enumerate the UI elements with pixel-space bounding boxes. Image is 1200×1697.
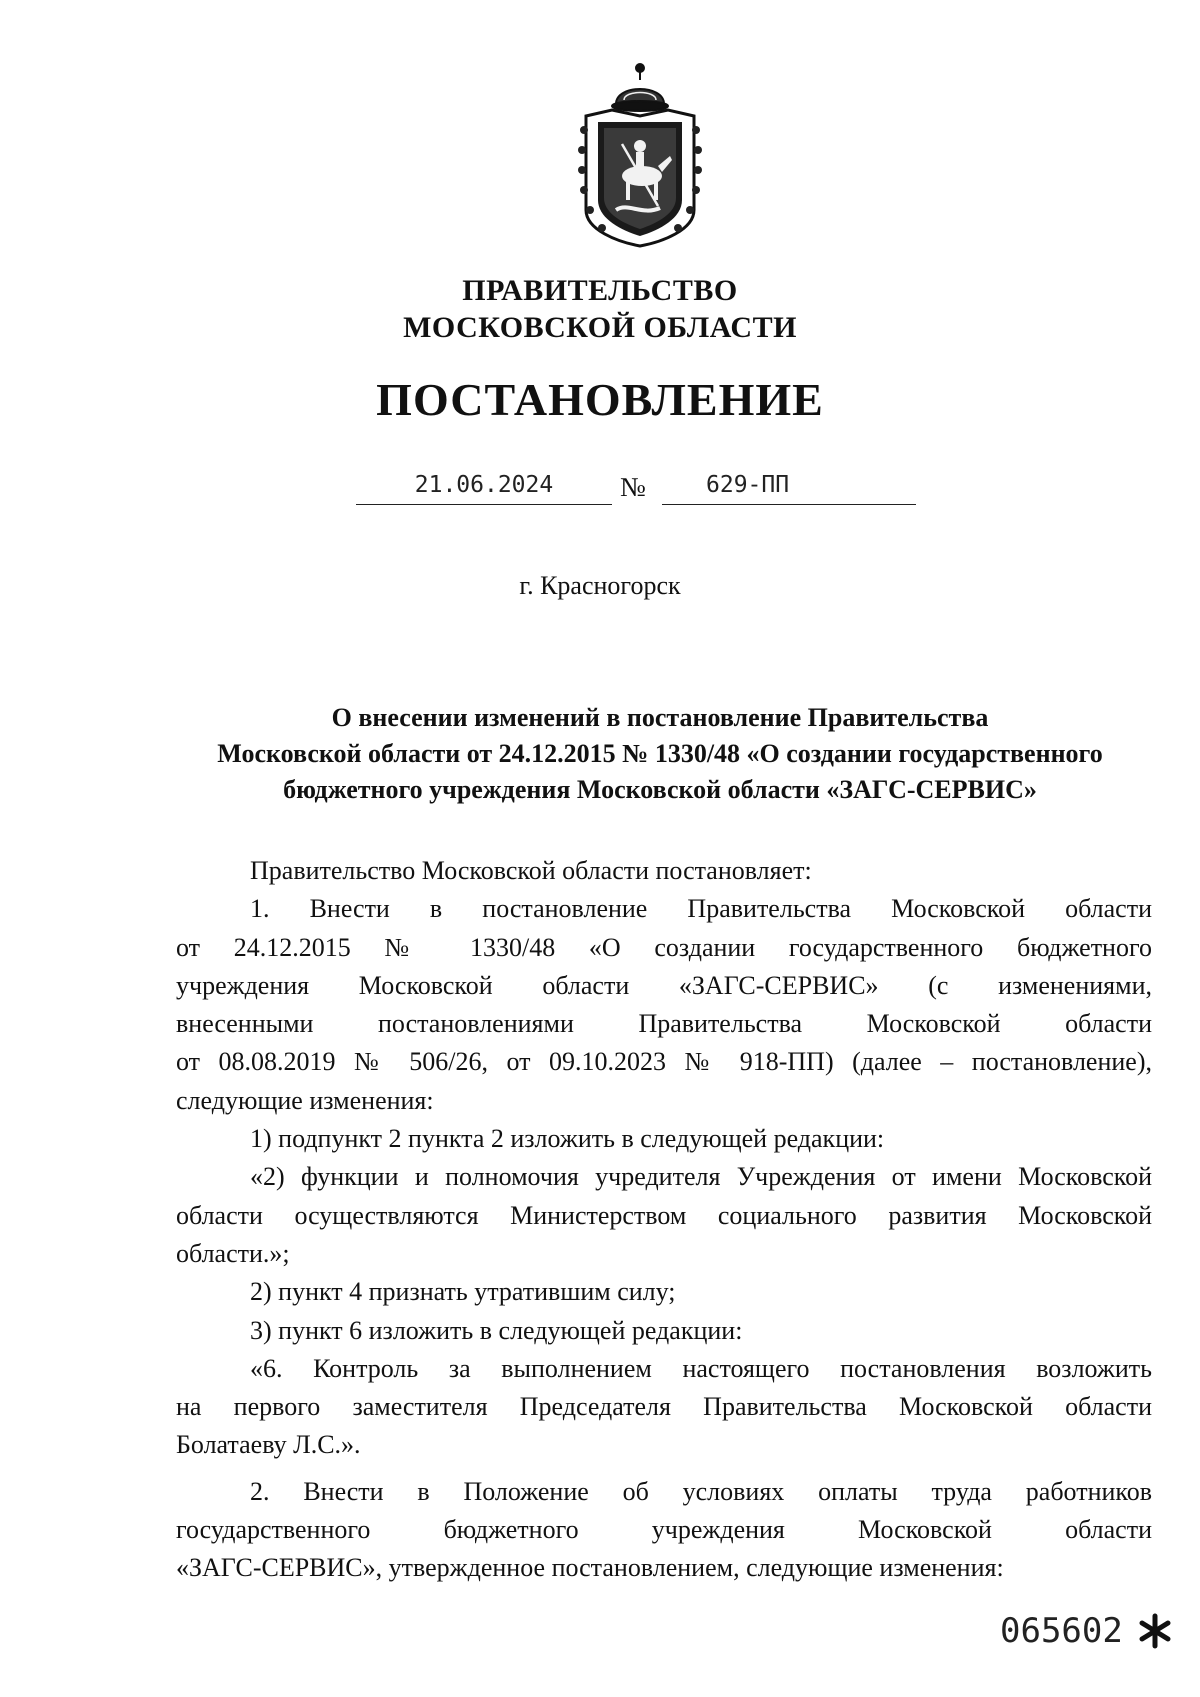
- body-line: учреждения Московской области «ЗАГС-СЕРВИС» (с изменениями,: [176, 970, 1152, 1000]
- body-line: Болатаеву Л.С.».: [176, 1430, 361, 1460]
- body-line: области.»;: [176, 1238, 290, 1268]
- document-number: 629-ПП: [662, 468, 916, 505]
- body-line: государственного бюджетного учреждения Московской области: [176, 1515, 1152, 1545]
- registration-line: [0, 468, 1200, 508]
- document-type: ПОСТАНОВЛЕНИЕ: [376, 374, 824, 425]
- body-line: 2. Внести в Положение об условиях оплаты труда работников: [250, 1476, 1152, 1506]
- subject-line: О внесении изменений в постановление Правительства: [331, 703, 989, 732]
- government-line-2: МОСКОВСКОЙ ОБЛАСТИ: [403, 311, 797, 344]
- body-line: 1) подпункт 2 пункта 2 изложить в следующей редакции:: [250, 1124, 885, 1154]
- asterisk-icon: [1136, 1612, 1174, 1650]
- body-line: области осуществляются Министерством социального развития Московской: [176, 1200, 1152, 1230]
- coat-of-arms-icon: [572, 60, 708, 250]
- body-line: внесенными постановлениями Правительства Московской области: [176, 1009, 1152, 1039]
- body-line: следующие изменения:: [176, 1085, 434, 1115]
- number-sign: №: [620, 472, 646, 502]
- body-line: 1. Внести в постановление Правительства Московской области: [250, 894, 1152, 924]
- body-line: от 08.08.2019 № 506/26, от 09.10.2023 № 918-ПП) (далее – постановление),: [176, 1047, 1152, 1077]
- document-date: 21.06.2024: [356, 468, 612, 505]
- body-line: «2) функции и полномочия учредителя Учреждения от имени Московской: [250, 1162, 1152, 1192]
- body-line: 3) пункт 6 изложить в следующей редакции:: [250, 1315, 743, 1345]
- body-line: от 24.12.2015 № 1330/48 «О создании государственного бюджетного: [176, 932, 1152, 962]
- government-line-1: ПРАВИТЕЛЬСТВО: [462, 274, 738, 307]
- document-body: [176, 852, 1152, 1588]
- subject-line: Московской области от 24.12.2015 № 1330/48 «О создании государственного: [217, 739, 1103, 768]
- body-line: на первого заместителя Председателя Правительства Московской области: [176, 1392, 1152, 1422]
- city-name: г. Красногорск: [519, 571, 681, 600]
- document-subject: [160, 700, 1160, 808]
- body-line: Правительство Московской области постановляет:: [250, 856, 812, 885]
- body-line: «6. Контроль за выполнением настоящего постановления возложить: [250, 1353, 1152, 1383]
- serial-number: 065602: [1000, 1611, 1123, 1651]
- subject-line: бюджетного учреждения Московской области «ЗАГС-СЕРВИС»: [283, 775, 1037, 804]
- body-line: 2) пункт 4 признать утратившим силу;: [250, 1277, 676, 1307]
- body-line: «ЗАГС-СЕРВИС», утвержденное постановлением, следующие изменения:: [176, 1553, 1004, 1583]
- government-name: [0, 272, 1200, 346]
